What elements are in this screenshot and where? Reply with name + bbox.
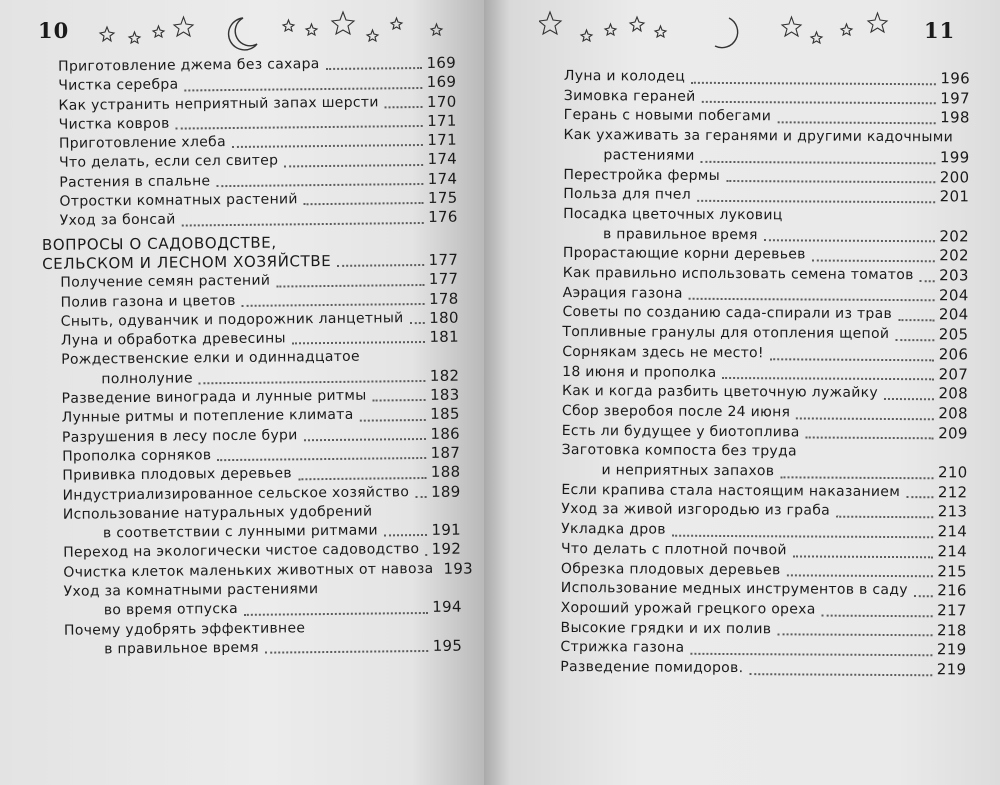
toc-entry bbox=[562, 422, 968, 444]
entry-title: Переход на экологически чистое садоводство bbox=[63, 541, 420, 562]
star-icon bbox=[174, 17, 193, 36]
dot-leader bbox=[284, 163, 423, 167]
entry-title: Советы по созданию сада-спирали из трав bbox=[562, 304, 893, 323]
dot-leader bbox=[265, 649, 429, 654]
dot-leader bbox=[276, 283, 425, 288]
dot-leader bbox=[770, 357, 935, 361]
page-ref: 169 bbox=[426, 53, 457, 72]
toc-row bbox=[563, 244, 969, 266]
moon-stars-ornament bbox=[95, 6, 475, 56]
toc-row bbox=[562, 402, 968, 424]
toc-row bbox=[561, 540, 967, 562]
dot-leader bbox=[806, 436, 935, 440]
star-icon bbox=[605, 24, 616, 35]
entry-title: Уход за бонсай bbox=[59, 211, 176, 230]
page-ref: 169 bbox=[426, 72, 457, 92]
dot-leader bbox=[691, 80, 936, 84]
entry-title: ВОПРОСЫ О САДОВОДСТВЕ, bbox=[41, 233, 277, 254]
page-ref: 174 bbox=[427, 150, 458, 169]
moon-stars-ornament bbox=[539, 6, 909, 56]
page-ref: 207 bbox=[938, 364, 969, 384]
toc-row bbox=[561, 500, 967, 522]
entry-title: Как правильно использовать семена томатов bbox=[562, 265, 914, 284]
dot-leader bbox=[415, 495, 427, 498]
toc-entry bbox=[561, 579, 967, 601]
toc-row bbox=[562, 382, 968, 404]
toc-row bbox=[561, 481, 967, 503]
entry-title-continued: и неприятных запахов bbox=[601, 462, 775, 480]
toc-entry bbox=[560, 658, 966, 680]
entry-title: Топливные гранулы для отопления щепой bbox=[562, 324, 890, 343]
toc-row bbox=[561, 619, 967, 641]
page-ref: 200 bbox=[939, 167, 970, 186]
dot-leader bbox=[337, 263, 424, 267]
page-ref: 194 bbox=[432, 597, 462, 617]
toc-entry bbox=[561, 441, 967, 483]
toc-entry bbox=[562, 303, 968, 325]
toc-row bbox=[564, 106, 970, 128]
star-icon bbox=[581, 30, 592, 41]
page-ref: 199 bbox=[939, 148, 970, 167]
dot-leader bbox=[777, 120, 936, 124]
toc-entry bbox=[562, 323, 968, 345]
entry-title: Чистка серебра bbox=[58, 76, 179, 95]
dot-leader bbox=[898, 318, 935, 321]
star-icon bbox=[391, 18, 402, 29]
toc-entry bbox=[563, 244, 969, 266]
page-ref: 204 bbox=[938, 305, 969, 324]
dot-leader bbox=[199, 379, 426, 384]
entry-title: Индустриализированное сельское хозяйство bbox=[62, 483, 410, 504]
page-ref: 196 bbox=[940, 69, 970, 88]
page-ref: 201 bbox=[939, 187, 970, 206]
entry-title: Перестройка фермы bbox=[563, 166, 721, 184]
entry-title: Полив газона и цветов bbox=[60, 292, 236, 311]
dot-leader bbox=[326, 66, 423, 70]
dot-leader bbox=[812, 259, 936, 263]
page-ref: 193 bbox=[443, 559, 474, 578]
dot-leader bbox=[780, 475, 934, 479]
toc-entry bbox=[562, 402, 968, 424]
dot-leader bbox=[232, 143, 423, 148]
toc-entry bbox=[560, 638, 966, 660]
dot-leader bbox=[764, 239, 936, 243]
dot-leader bbox=[216, 182, 423, 187]
toc-row bbox=[561, 599, 967, 621]
star-icon bbox=[100, 27, 114, 41]
page-number: 10 bbox=[38, 18, 70, 43]
toc-entry bbox=[561, 481, 967, 503]
page-ref: 204 bbox=[939, 286, 969, 305]
entry-title: Отростки комнатных растений bbox=[59, 191, 298, 210]
table-of-contents bbox=[560, 67, 970, 680]
star-icon bbox=[630, 17, 644, 31]
star-icon bbox=[841, 24, 852, 35]
star-icon bbox=[306, 24, 317, 35]
entry-title: Сорнякам здесь не место! bbox=[562, 343, 764, 362]
dot-leader bbox=[701, 159, 936, 163]
toc-entry bbox=[563, 166, 969, 188]
entry-title: Почему удобрять эффективнее bbox=[63, 619, 306, 639]
entry-title: Что делать с плотной почвой bbox=[561, 540, 787, 559]
dot-leader bbox=[906, 496, 934, 499]
entry-title: Посадка цветочных луковиц bbox=[563, 205, 783, 224]
page-ref: 216 bbox=[937, 581, 967, 600]
page-ref: 217 bbox=[937, 601, 967, 620]
page-ref: 208 bbox=[938, 404, 968, 423]
dot-leader bbox=[298, 476, 427, 480]
toc-row bbox=[561, 520, 967, 542]
star-icon bbox=[153, 26, 164, 37]
entry-title: Луна и колодец bbox=[563, 67, 686, 85]
entry-title: Если крапива стала настоящим наказанием bbox=[561, 481, 901, 500]
dot-leader bbox=[690, 652, 933, 656]
toc-row bbox=[561, 461, 967, 483]
toc-entry bbox=[563, 126, 969, 168]
dot-leader bbox=[822, 613, 934, 617]
star-icon bbox=[539, 12, 561, 34]
toc-row bbox=[563, 185, 969, 207]
toc-entry bbox=[561, 560, 967, 582]
dot-leader bbox=[777, 633, 933, 637]
entry-title: Лунные ритмы и потепление климата bbox=[61, 407, 354, 427]
toc-entry bbox=[564, 87, 970, 109]
toc-row bbox=[561, 560, 967, 582]
entry-title: Что делать, если сел свитер bbox=[59, 152, 279, 172]
moon-icon bbox=[715, 18, 738, 48]
page-ref: 214 bbox=[937, 522, 968, 541]
page-ref: 206 bbox=[938, 345, 969, 364]
dot-leader bbox=[787, 574, 934, 578]
dot-leader bbox=[304, 437, 427, 441]
table-of-contents bbox=[40, 53, 474, 661]
star-icon bbox=[431, 24, 442, 35]
entry-title: Уход за живой изгородью из граба bbox=[561, 501, 831, 520]
entry-title-continued: в правильное время bbox=[104, 639, 260, 658]
dot-leader bbox=[304, 201, 424, 205]
page-ref: 178 bbox=[428, 289, 459, 308]
toc-row bbox=[562, 422, 968, 444]
toc-entry bbox=[561, 520, 967, 542]
dot-leader bbox=[697, 199, 936, 203]
page-ref: 175 bbox=[427, 188, 458, 208]
toc-row bbox=[562, 303, 968, 325]
entry-title: Рождественские елки и одиннадцатое bbox=[61, 349, 360, 369]
entry-title-continued: СЕЛЬСКОМ И ЛЕСНОМ ХОЗЯЙСТВЕ bbox=[42, 251, 332, 273]
toc-entry bbox=[561, 540, 967, 562]
entry-title: Герань с новыми побегами bbox=[563, 107, 772, 125]
page-ref: 212 bbox=[937, 483, 968, 502]
right-page bbox=[484, 0, 1000, 785]
entry-title: Как и когда разбить цветочную лужайку bbox=[561, 383, 879, 402]
toc-row bbox=[64, 637, 462, 660]
dot-leader bbox=[425, 553, 427, 556]
page-ref: 183 bbox=[429, 385, 460, 404]
entry-title: Использование медных инструментов в саду bbox=[560, 580, 908, 599]
entry-title: Прививка плодовых деревьев bbox=[62, 465, 292, 485]
page-ref: 219 bbox=[936, 640, 967, 659]
toc-entry bbox=[562, 363, 968, 385]
page-ref: 219 bbox=[936, 660, 967, 679]
star-icon bbox=[811, 32, 822, 43]
entry-title: Сныть, одуванчик и подорожник ланцетный bbox=[60, 310, 404, 330]
star-icon bbox=[868, 13, 887, 32]
dot-leader bbox=[895, 338, 935, 341]
entry-title: Приготовление хлеба bbox=[58, 134, 227, 152]
dot-leader bbox=[410, 321, 426, 324]
page-ref: 209 bbox=[938, 423, 968, 443]
dot-leader bbox=[176, 124, 424, 130]
star-icon bbox=[782, 17, 801, 36]
dot-leader bbox=[184, 86, 422, 91]
dot-leader bbox=[793, 554, 934, 558]
page-ref: 202 bbox=[939, 226, 970, 246]
entry-title-continued: в соответствии с лунными ритмами bbox=[102, 522, 378, 542]
entry-title: Польза для пчел bbox=[563, 186, 692, 203]
dot-leader bbox=[292, 340, 426, 344]
dot-leader bbox=[360, 418, 427, 422]
entry-title: Растения в спальне bbox=[59, 173, 211, 191]
dot-leader bbox=[384, 533, 428, 536]
toc-entry bbox=[564, 67, 970, 89]
dot-leader bbox=[702, 100, 937, 104]
entry-title: Луна и обработка древесины bbox=[60, 330, 286, 349]
page-ref: 208 bbox=[938, 384, 969, 403]
entry-title: Зимовка гераней bbox=[563, 87, 696, 105]
toc-entry bbox=[46, 617, 462, 660]
dot-leader bbox=[373, 398, 426, 402]
entry-title: Аэрация газона bbox=[562, 284, 683, 302]
page-ref: 185 bbox=[430, 404, 460, 424]
entry-title: Чистка ковров bbox=[58, 115, 170, 133]
dot-leader bbox=[749, 672, 932, 676]
entry-title: Получение семян растений bbox=[60, 272, 271, 292]
entry-title: Прорастающие корни деревьев bbox=[562, 245, 806, 263]
star-icon bbox=[129, 32, 140, 43]
dot-leader bbox=[726, 179, 936, 183]
toc-row bbox=[563, 264, 969, 286]
entry-title: Заготовка компоста без труда bbox=[561, 442, 797, 460]
toc-entry bbox=[561, 500, 967, 522]
entry-title: Обрезка плодовых деревьев bbox=[560, 560, 781, 578]
toc-section-heading bbox=[42, 227, 458, 274]
page-ref: 181 bbox=[429, 327, 460, 347]
page-ref: 205 bbox=[938, 325, 969, 344]
entry-title-continued: в правильное время bbox=[602, 225, 758, 243]
toc-entry bbox=[562, 382, 968, 404]
page-ref: 197 bbox=[940, 89, 970, 108]
page-ref: 182 bbox=[429, 366, 460, 385]
toc-row bbox=[562, 343, 968, 365]
page-ref: 213 bbox=[937, 502, 968, 521]
page-ref: 202 bbox=[939, 246, 969, 265]
page-ref: 187 bbox=[430, 443, 461, 462]
moon-icon bbox=[229, 18, 257, 50]
entry-title-continued: растениями bbox=[603, 147, 695, 164]
star-icon bbox=[655, 26, 666, 37]
toc-entry bbox=[45, 501, 461, 544]
dot-leader bbox=[672, 534, 934, 539]
page-ref: 189 bbox=[430, 482, 461, 501]
toc-row bbox=[563, 166, 969, 188]
dot-leader bbox=[182, 221, 425, 227]
dot-leader bbox=[244, 611, 428, 616]
toc-row bbox=[563, 284, 969, 306]
toc-row bbox=[563, 225, 969, 247]
toc-entry bbox=[564, 106, 970, 128]
toc-row bbox=[562, 323, 968, 345]
toc-entry bbox=[562, 343, 968, 365]
left-page bbox=[0, 0, 484, 785]
page-ref: 171 bbox=[427, 130, 457, 150]
dot-leader bbox=[242, 302, 425, 307]
entry-title: Разведение винограда и лунные ритмы bbox=[61, 387, 367, 407]
page-ref: 195 bbox=[432, 636, 463, 655]
page-ref: 192 bbox=[431, 540, 462, 559]
entry-title: Уход за комнатными растениями bbox=[63, 581, 319, 600]
page-ref: 170 bbox=[426, 92, 457, 111]
entry-title: Есть ли будущее у биотоплива bbox=[561, 422, 800, 441]
entry-title: Использование натуральных удобрений bbox=[62, 503, 373, 523]
entry-title: Приготовление джема без сахара bbox=[58, 56, 320, 75]
toc-entry bbox=[43, 347, 459, 390]
entry-title: Стрижка газона bbox=[560, 639, 685, 657]
dot-leader bbox=[689, 297, 935, 302]
dot-leader bbox=[914, 594, 933, 597]
entry-title: Прополка сорняков bbox=[62, 447, 212, 465]
toc-row bbox=[564, 67, 970, 89]
page-ref: 171 bbox=[427, 111, 457, 130]
toc-row bbox=[562, 363, 968, 385]
page-ref: 210 bbox=[937, 463, 968, 482]
toc-entry bbox=[561, 599, 967, 621]
page-ref: 177 bbox=[428, 269, 459, 289]
entry-title-continued: во время отпуска bbox=[103, 601, 239, 619]
page-ref: 215 bbox=[937, 561, 967, 581]
entry-title: Высокие грядки и их полив bbox=[560, 619, 772, 637]
entry-title: Разведение помидоров. bbox=[560, 659, 744, 677]
dot-leader bbox=[217, 456, 426, 461]
toc-entry bbox=[563, 205, 969, 247]
page-ref: 180 bbox=[429, 308, 459, 327]
toc-row bbox=[560, 658, 966, 680]
page-number: 11 bbox=[924, 18, 956, 43]
toc-row bbox=[561, 579, 967, 601]
page-ref: 218 bbox=[936, 620, 967, 640]
entry-title: Укладка дров bbox=[561, 521, 666, 538]
toc-entry bbox=[563, 185, 969, 207]
entry-title: 18 июня и прополка bbox=[562, 363, 717, 381]
dot-leader bbox=[796, 416, 934, 420]
page-ref: 186 bbox=[430, 424, 461, 443]
dot-leader bbox=[884, 397, 935, 400]
dot-leader bbox=[920, 279, 936, 282]
star-icon bbox=[367, 30, 378, 41]
star-icon bbox=[332, 12, 354, 34]
toc-row bbox=[560, 638, 966, 660]
toc-row bbox=[564, 87, 970, 109]
entry-title: Хороший урожай грецкого ореха bbox=[560, 599, 816, 618]
page-ref: 198 bbox=[940, 108, 970, 127]
entry-title: Как ухаживать за геранями и другими кадочными bbox=[563, 127, 954, 146]
dot-leader bbox=[723, 376, 935, 380]
star-icon bbox=[283, 20, 294, 31]
entry-title: Очистка клеток маленьких животных от навоза bbox=[63, 560, 434, 581]
page-ref: 188 bbox=[430, 462, 461, 482]
toc-entry bbox=[561, 619, 967, 641]
toc-entry bbox=[563, 284, 969, 306]
entry-title-continued: полнолуние bbox=[101, 370, 193, 388]
entry-title: Сбор зверобоя после 24 июня bbox=[561, 402, 791, 421]
entry-title: Как устранить неприятный запах шерсти bbox=[58, 94, 379, 114]
dot-leader bbox=[836, 515, 934, 519]
dot-leader bbox=[385, 105, 423, 108]
page-ref: 174 bbox=[427, 169, 458, 188]
entry-title: Разрушения в лесу после бури bbox=[61, 426, 298, 446]
page-ref: 191 bbox=[431, 520, 462, 540]
toc-entry bbox=[563, 264, 969, 286]
page-ref: 176 bbox=[428, 208, 458, 227]
page-ref: 203 bbox=[939, 266, 969, 285]
toc-entry bbox=[45, 579, 461, 622]
page-ref: 214 bbox=[937, 542, 968, 561]
toc-row bbox=[563, 146, 969, 168]
page-ref: 177 bbox=[428, 250, 459, 269]
